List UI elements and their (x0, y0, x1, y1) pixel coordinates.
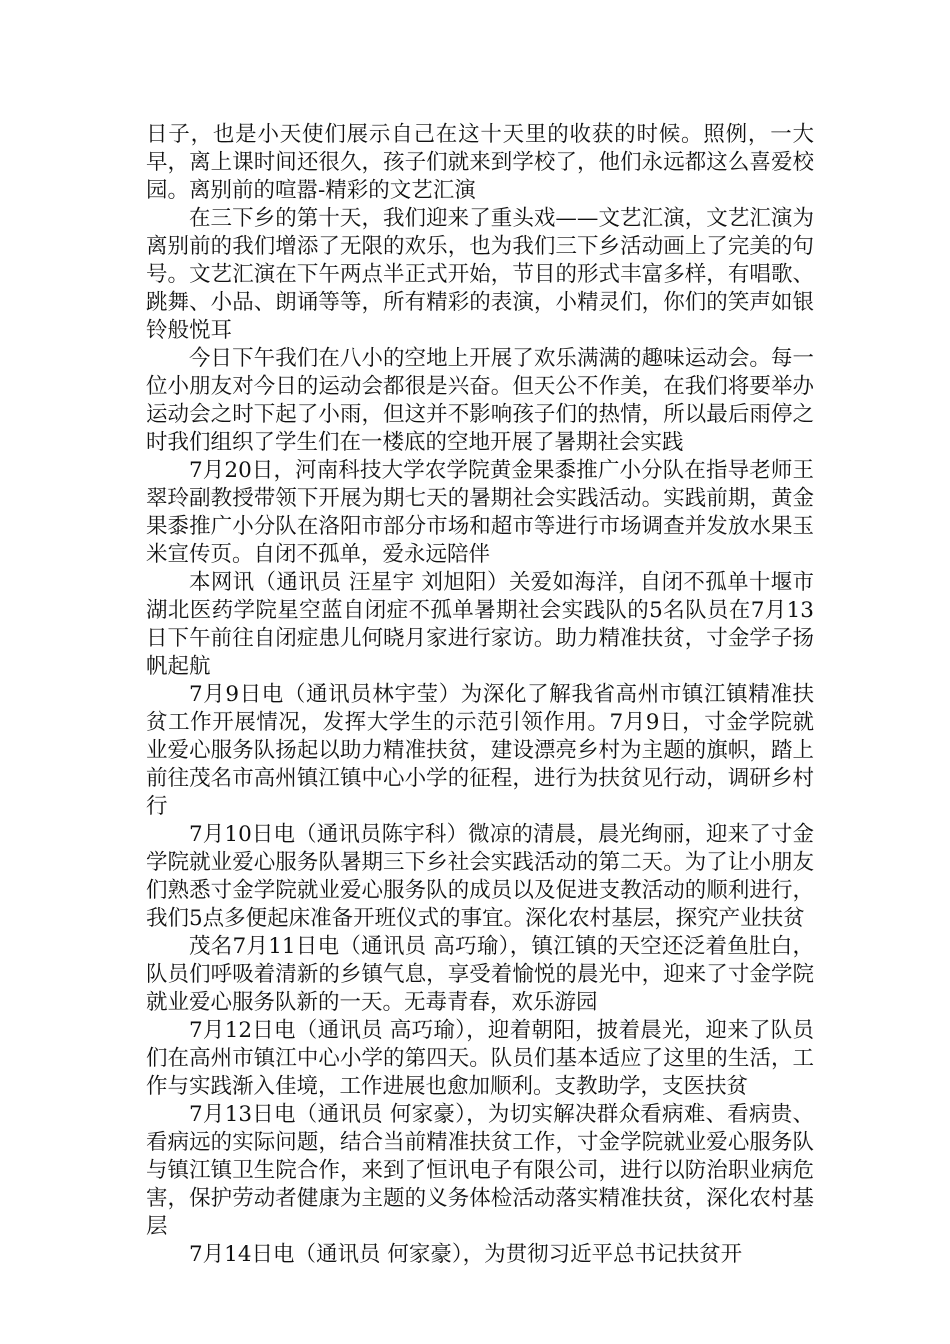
paragraph-8: 茂名7月11日电（通讯员 高巧瑜），镇江镇的天空还泛着鱼肚白，队员们呼吸着清新的乡镇气息，享受着愉悦的晨光中，迎来了寸金学院就业爱心服务队新的一天。无毒青春，欢乐游园 (146, 934, 814, 1015)
paragraph-9: 7月12日电（通讯员 高巧瑜），迎着朝阳，披着晨光，迎来了队员们在高州市镇江中心小学的第四天。队员们基本适应了这里的生活，工作与实践渐入佳境，工作进展也愈加顺利。支教助学，支医扶贫 (146, 1018, 814, 1099)
paragraph-6: 7月9日电（通讯员林宇莹）为深化了解我省高州市镇江镇精准扶贫工作开展情况，发挥大学生的示范引领作用。7月9日，寸金学院就业爱心服务队扬起以助力精准扶贫，建设漂亮乡村为主题的旗帜，踏上前往茂名市高州镇江镇中心小学的征程，进行为扶贫见行动，调研乡村行 (146, 682, 814, 819)
paragraph-2: 在三下乡的第十天，我们迎来了重头戏——文艺汇演，文艺汇演为离别前的我们增添了无限的欢乐，也为我们三下乡活动画上了完美的句号。文艺汇演在下午两点半正式开始，节目的形式丰富多样，有唱歌、跳舞、小品、朗诵等等，所有精彩的表演，小精灵们，你们的笑声如银铃般悦耳 (146, 206, 814, 343)
paragraph-1: 日子，也是小天使们展示自己在这十天里的收获的时候。照例，一大早，离上课时间还很久，孩子们就来到学校了，他们永远都这么喜爱校园。离别前的喧嚣-精彩的文艺汇演 (146, 122, 814, 203)
paragraph-4: 7月20日，河南科技大学农学院黄金果黍推广小分队在指导老师王翠玲副教授带领下开展为期七天的暑期社会实践活动。实践前期，黄金果黍推广小分队在洛阳市部分市场和超市等进行市场调查并发放水果玉米宣传页。自闭不孤单，爱永远陪伴 (146, 458, 814, 567)
paragraph-5: 本网讯（通讯员 汪星宇 刘旭阳）关爱如海洋，自闭不孤单十堰市湖北医药学院星空蓝自闭症不孤单暑期社会实践队的5名队员在7月13日下午前往自闭症患儿何晓月家进行家访。助力精准扶贫，寸金学子扬帆起航 (146, 570, 814, 679)
paragraph-11: 7月14日电（通讯员 何家豪），为贯彻习近平总书记扶贫开 (189, 1242, 743, 1267)
paragraph-7: 7月10日电（通讯员陈宇科）微凉的清晨，晨光绚丽，迎来了寸金学院就业爱心服务队暑期三下乡社会实践活动的第二天。为了让小朋友们熟悉寸金学院就业爱心服务队的成员以及促进支教活动的顺利进行，我们5点多便起床准备开班仪式的事宜。深化农村基层，探究产业扶贫 (146, 822, 814, 931)
paragraph-10: 7月13日电（通讯员 何家豪），为切实解决群众看病难、看病贵、看病远的实际问题，结合当前精准扶贫工作，寸金学院就业爱心服务队与镇江镇卫生院合作，来到了恒讯电子有限公司，进行以防治职业病危害，保护劳动者健康为主题的义务体检活动落实精准扶贫，深化农村基层 (146, 1102, 814, 1239)
paragraph-3: 今日下午我们在八小的空地上开展了欢乐满满的趣味运动会。每一位小朋友对今日的运动会都很是兴奋。但天公不作美，在我们将要举办运动会之时下起了小雨，但这并不影响孩子们的热情，所以最后雨停之时我们组织了学生们在一楼底的空地开展了暑期社会实践 (146, 346, 814, 455)
document-page (146, 121, 814, 1269)
